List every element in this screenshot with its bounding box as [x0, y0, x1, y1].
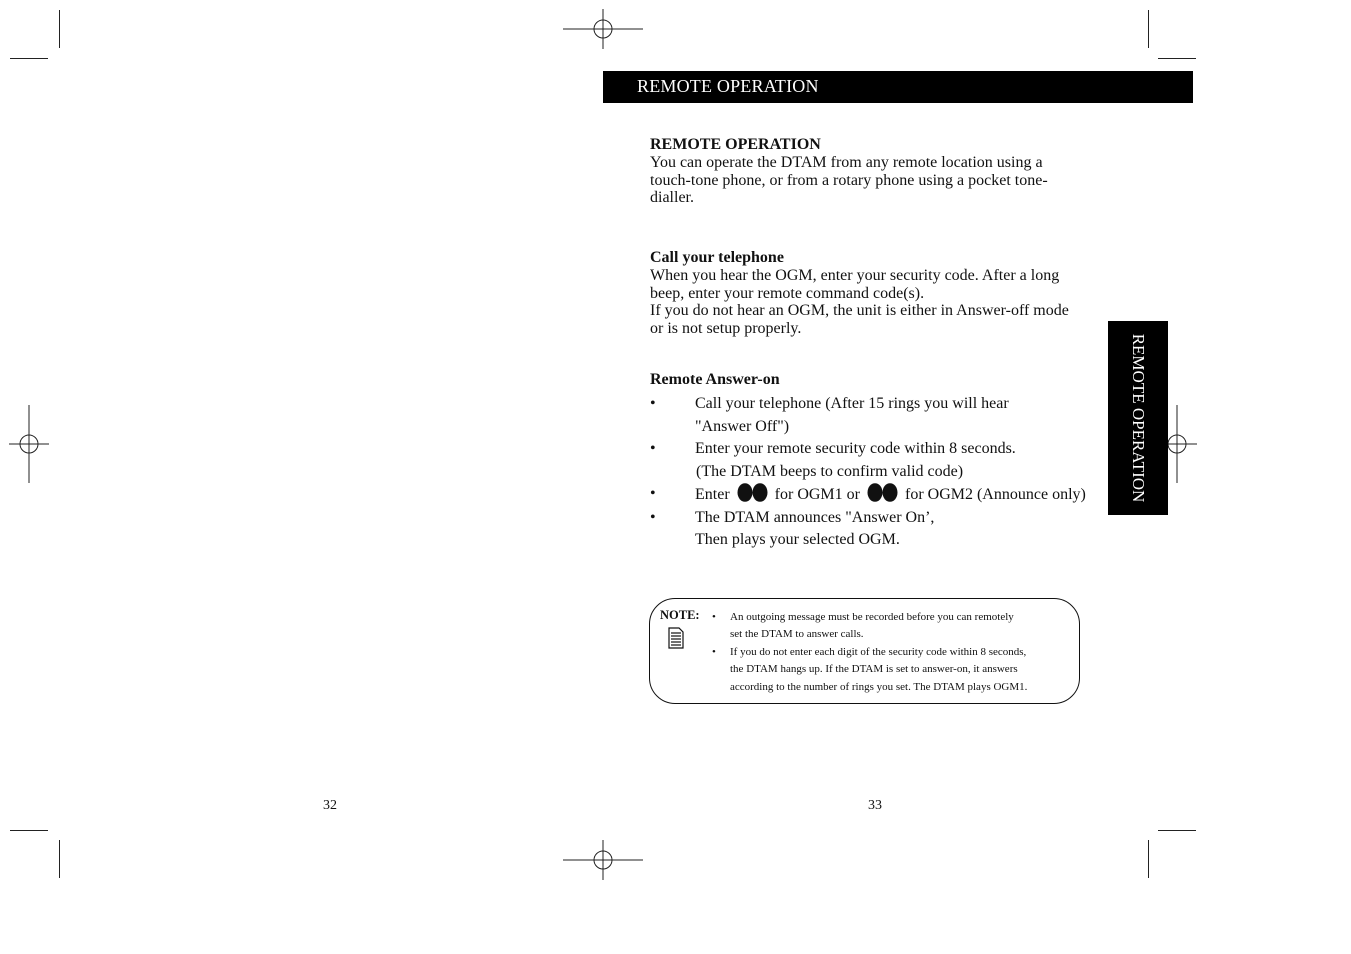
side-tab: [1108, 321, 1168, 515]
bullet-line: (The DTAM beeps to confirm valid code): [696, 462, 964, 480]
side-tab-label: REMOTE OPERATION: [1129, 333, 1148, 503]
paragraph-line: If you do not hear an OGM, the unit is either in Answer-off mode: [650, 302, 1069, 319]
bullet-line: • Enter your remote security code within 8 seconds.: [695, 440, 1016, 457]
paragraph-line: When you hear the OGM, enter your security code. After a long: [650, 267, 1060, 284]
note-line: the DTAM hangs up. If the DTAM is set to answer-on, it answers: [730, 663, 1018, 676]
list-item: [650, 507, 1110, 552]
page-number-right: 33: [868, 798, 882, 813]
registration-mark-icon: [563, 9, 643, 49]
paragraph-line: You can operate the DTAM from any remote location using a: [650, 154, 1043, 171]
paragraph-line: or is not setup properly.: [650, 319, 802, 337]
note-line: set the DTAM to answer calls.: [730, 628, 864, 641]
note-label: NOTE:: [660, 608, 700, 622]
registration-mark-icon: [9, 405, 49, 483]
crop-mark: [10, 830, 48, 831]
crop-mark: [10, 58, 48, 59]
section-remote-answer-on: [650, 371, 1110, 552]
keypad-key-icon: [867, 483, 898, 502]
bullet-text: Enter: [695, 486, 730, 503]
crop-mark: [59, 10, 60, 48]
crop-mark: [59, 840, 60, 878]
bullet-text: for OGM2 (Announce only): [904, 486, 1086, 503]
crop-mark: [1148, 10, 1149, 48]
bullet-line: Then plays your selected OGM.: [695, 531, 900, 548]
note-list: [712, 609, 1074, 696]
list-item: [650, 438, 1110, 483]
section-intro: [650, 136, 1090, 207]
section-header-title: REMOTE OPERATION: [637, 76, 819, 96]
bullet-line: "Answer Off"): [695, 417, 790, 435]
paragraph-line: dialler.: [650, 189, 694, 206]
list-item: [712, 644, 1074, 696]
section-heading: Remote Answer-on: [650, 371, 780, 388]
section-heading: Call your telephone: [650, 249, 784, 266]
section-header-bar: [603, 71, 1193, 103]
bullet-line: • Call your telephone (After 15 rings you will hear: [695, 395, 1009, 412]
crop-mark: [1158, 58, 1196, 59]
note-line: according to the number of rings you set. The DTAM plays OGM1.: [730, 680, 1028, 693]
section-call-telephone: [650, 249, 1090, 337]
registration-mark-icon: [563, 840, 643, 880]
bullet-text: for OGM1 or: [774, 486, 860, 503]
note-line: • An outgoing message must be recorded before you can remotely: [730, 611, 1014, 623]
list-item: [712, 609, 1074, 644]
bullet-line: • The DTAM announces "Answer On’,: [695, 508, 935, 526]
note-document-icon: [668, 627, 684, 649]
paragraph-line: touch-tone phone, or from a rotary phone using a pocket tone-: [650, 171, 1048, 189]
list-item: [650, 393, 1110, 438]
crop-mark: [1148, 840, 1149, 878]
page-number-left: 32: [323, 798, 337, 813]
list-item: [650, 483, 1110, 507]
bullet-list: [650, 393, 1110, 552]
section-heading: REMOTE OPERATION: [650, 136, 821, 153]
note-line: • If you do not enter each digit of the security code within 8 seconds,: [730, 645, 1027, 658]
keypad-key-icon: [737, 483, 768, 502]
paragraph-line: beep, enter your remote command code(s).: [650, 284, 925, 302]
note-box: [649, 598, 1080, 704]
crop-mark: [1158, 830, 1196, 831]
